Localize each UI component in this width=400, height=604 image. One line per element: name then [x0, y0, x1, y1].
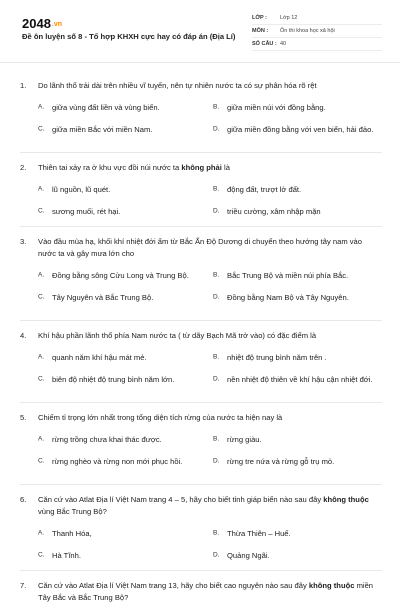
- question-7: [0, 580, 400, 604]
- options: [38, 522, 382, 566]
- meta-row-class: [252, 12, 382, 25]
- question-4: [0, 330, 400, 390]
- question-number: 4.: [20, 331, 27, 340]
- question-5: [0, 412, 400, 472]
- options: [38, 428, 382, 472]
- divider: [20, 152, 382, 153]
- site-logo[interactable]: 2048.vn: [22, 16, 63, 31]
- option-a[interactable]: A. Thanh Hóa,: [38, 528, 92, 538]
- option-c[interactable]: C. giữa miền Bắc với miền Nam.: [38, 124, 153, 134]
- document-title: Đề ôn luyện số 8 - Tổ hợp KHXH cực hay có đáp án (Địa Lí): [22, 32, 236, 41]
- question-number: 5.: [20, 413, 27, 422]
- option-d[interactable]: D. nền nhiệt độ thiên về khí hậu cận nhiệt đới.: [213, 374, 373, 384]
- option-c[interactable]: C. rừng nghèo và rừng non mới phục hồi.: [38, 456, 183, 466]
- question-3: [0, 236, 400, 308]
- divider: [20, 226, 382, 227]
- divider: [20, 570, 382, 571]
- option-a[interactable]: A. quanh năm khí hậu mát mẻ.: [38, 352, 147, 362]
- question-number: 2.: [20, 163, 27, 172]
- option-b[interactable]: B. nhiệt độ trung bình năm trên .: [213, 352, 327, 362]
- question-number: 7.: [20, 581, 27, 590]
- meta-row-count: [252, 38, 382, 51]
- meta-table: [252, 12, 382, 51]
- divider: [20, 484, 382, 485]
- divider: [20, 320, 382, 321]
- option-c[interactable]: C. Hà Tĩnh.: [38, 550, 81, 560]
- options: [38, 346, 382, 390]
- question-1: [0, 80, 400, 140]
- option-c[interactable]: C. biên độ nhiệt độ trung bình năm lớn.: [38, 374, 175, 384]
- meta-row-subject: [252, 25, 382, 38]
- meta-key: SỐ CÂU :: [252, 41, 277, 47]
- option-d[interactable]: D. Quảng Ngãi.: [213, 550, 270, 560]
- meta-key: LỚP :: [252, 15, 267, 21]
- options: [38, 96, 382, 140]
- question-text: Khí hậu phần lãnh thổ phía Nam nước ta ( từ dãy Bạch Mã trở vào) có đặc điểm là: [38, 331, 317, 340]
- question-number: 6.: [20, 495, 27, 504]
- option-b[interactable]: B. rừng giàu.: [213, 434, 262, 444]
- option-b[interactable]: B. Thừa Thiên – Huế.: [213, 528, 291, 538]
- option-a[interactable]: A. giữa vùng đất liền và vùng biển.: [38, 102, 160, 112]
- question-text: Vào đầu mùa hạ, khối khí nhiệt đới ẩm từ Bắc Ấn Độ Dương di chuyển theo hướng tây nam vào nước ta và gây mưa lớn cho: [38, 237, 362, 258]
- question-text: Căn cứ vào Atlat Địa lí Việt Nam trang 4 – 5, hãy cho biết tỉnh giáp biển nào sau đây không thuộc vùng Bắc Trung Bộ?: [38, 495, 369, 516]
- options: [38, 178, 382, 222]
- option-c[interactable]: C. Tây Nguyên và Bắc Trung Bộ.: [38, 292, 154, 302]
- option-d[interactable]: D. Đồng bằng Nam Bộ và Tây Nguyên.: [213, 292, 349, 302]
- option-b[interactable]: B. Bắc Trung Bộ và miền núi phía Bắc.: [213, 270, 349, 280]
- divider: [20, 402, 382, 403]
- meta-value: Ôn thi khoa học xã hội: [280, 28, 335, 34]
- question-number: 1.: [20, 81, 27, 90]
- option-d[interactable]: D. rừng tre nứa và rừng gỗ trụ mỏ.: [213, 456, 335, 466]
- question-text: Do lãnh thổ trải dài trên nhiều vĩ tuyến, nên tự nhiên nước ta có sự phân hóa rõ rệt: [38, 81, 317, 90]
- question-6: [0, 494, 400, 566]
- option-b[interactable]: B. giữa miền núi với đồng bằng.: [213, 102, 326, 112]
- question-text: Chiếm tỉ trọng lớn nhất trong tổng diện tích rừng của nước ta hiện nay là: [38, 413, 283, 422]
- question-2: [0, 162, 400, 222]
- option-d[interactable]: D. giữa miền đồng bằng với ven biển, hải đảo.: [213, 124, 374, 134]
- option-a[interactable]: A. Đồng bằng sông Cửu Long và Trung Bộ.: [38, 270, 189, 280]
- question-text: Thiên tai xảy ra ở khu vực đồi núi nước ta không phải là: [38, 163, 230, 172]
- meta-value: 40: [280, 41, 287, 47]
- meta-value: Lớp 12: [280, 15, 298, 21]
- question-number: 3.: [20, 237, 27, 246]
- option-a[interactable]: A. lũ nguồn, lũ quét.: [38, 184, 111, 194]
- question-text: Căn cứ vào Atlat Địa lí Việt Nam trang 13, hãy cho biết cao nguyên nào sau đây không thuộc miền Tây Bắc và Bắc Trung Bộ?: [38, 581, 374, 602]
- meta-key: MÔN :: [252, 28, 269, 34]
- header: [0, 0, 400, 63]
- option-d[interactable]: D. triều cường, xâm nhập mặn: [213, 206, 321, 216]
- option-c[interactable]: C. sương muối, rét hại.: [38, 206, 121, 216]
- options: [38, 264, 382, 308]
- option-a[interactable]: A. rừng trồng chưa khai thác được.: [38, 434, 162, 444]
- option-b[interactable]: B. động đất, trượt lở đất.: [213, 184, 302, 194]
